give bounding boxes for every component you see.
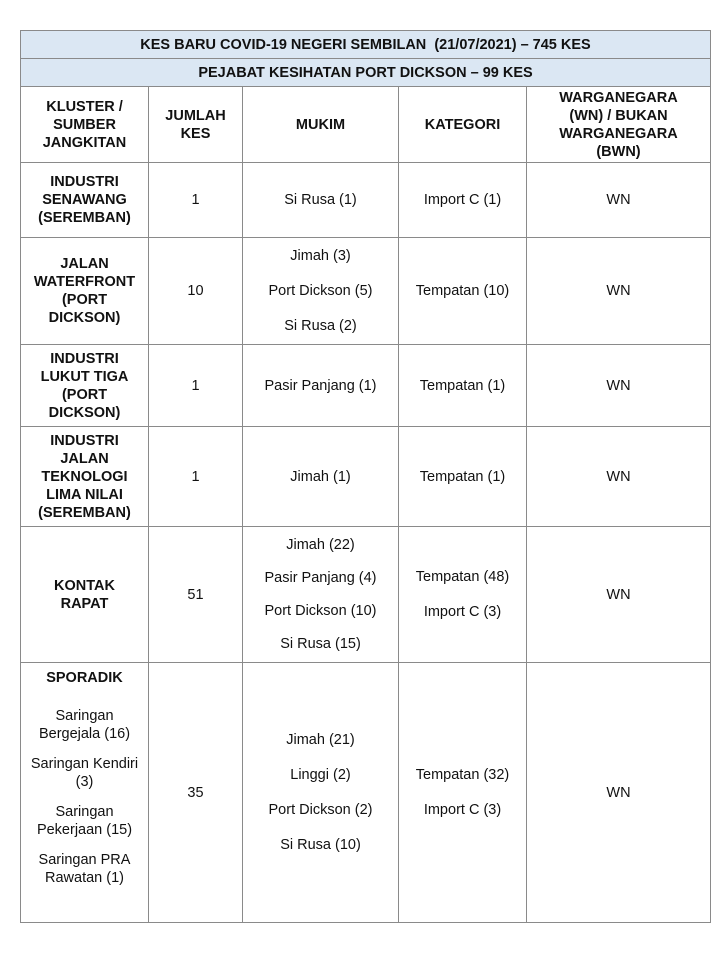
kategori-cell — [399, 427, 527, 527]
wn-cell: WN — [527, 163, 711, 238]
kategori-item: Tempatan (10) — [415, 283, 510, 299]
kategori-item: Import C (1) — [423, 192, 502, 208]
kluster-cell: KONTAK RAPAT — [21, 527, 149, 663]
kategori-cell — [399, 345, 527, 427]
mukim-item: Pasir Panjang (4) — [264, 569, 377, 586]
mukim-item: Jimah (21) — [286, 731, 355, 748]
table-row — [21, 238, 711, 345]
kluster-label: SPORADIK — [46, 670, 123, 686]
kategori-item: Tempatan (32) — [415, 766, 510, 783]
kategori-cell — [399, 527, 527, 663]
jumlah-cell: 35 — [149, 663, 243, 923]
mukim-cell — [243, 427, 399, 527]
table-title: KES BARU COVID-19 NEGERI SEMBILAN (21/07/2021) – 745 KES — [21, 31, 711, 59]
mukim-item: Port Dickson (10) — [264, 602, 377, 619]
kategori-item: Tempatan (1) — [419, 468, 506, 485]
header-mukim: MUKIM — [243, 87, 399, 163]
kategori-cell — [399, 238, 527, 345]
table-row — [21, 427, 711, 527]
sporadik-detail-item: Saringan Pekerjaan (15) — [36, 804, 133, 838]
mukim-item: Port Dickson (5) — [268, 282, 373, 299]
mukim-item: Si Rusa (2) — [284, 317, 357, 334]
jumlah-cell: 1 — [149, 427, 243, 527]
column-header-row — [21, 87, 711, 163]
mukim-cell — [243, 238, 399, 345]
jumlah-cell: 51 — [149, 527, 243, 663]
kategori-item: Tempatan (1) — [419, 377, 506, 394]
header-warganegara: WARGANEGARA (WN) / BUKAN WARGANEGARA (BWN) — [527, 87, 711, 163]
wn-cell: WN — [527, 427, 711, 527]
mukim-cell — [243, 663, 399, 923]
mukim-item: Si Rusa (15) — [280, 635, 361, 652]
jumlah-cell: 1 — [149, 345, 243, 427]
kluster-cell: INDUSTRI JALAN TEKNOLOGI LIMA NILAI (SEREMBAN) — [21, 427, 149, 527]
mukim-item: Linggi (2) — [290, 766, 351, 783]
kategori-item: Import C (3) — [423, 801, 502, 818]
kluster-cell — [21, 663, 149, 923]
table-row — [21, 345, 711, 427]
sporadik-detail-item: Saringan PRA Rawatan (1) — [38, 852, 131, 886]
table-subtitle: PEJABAT KESIHATAN PORT DICKSON – 99 KES — [21, 59, 711, 87]
wn-cell: WN — [527, 238, 711, 345]
header-kluster: KLUSTER / SUMBER JANGKITAN — [21, 87, 149, 163]
header-kategori: KATEGORI — [399, 87, 527, 163]
jumlah-cell: 10 — [149, 238, 243, 345]
mukim-item: Jimah (1) — [290, 468, 351, 485]
table-row — [21, 527, 711, 663]
mukim-cell — [243, 345, 399, 427]
title-row — [21, 31, 711, 59]
mukim-item: Si Rusa (10) — [280, 836, 361, 853]
kluster-cell: INDUSTRI LUKUT TIGA (PORT DICKSON) — [21, 345, 149, 427]
table-row — [21, 663, 711, 923]
mukim-item: Port Dickson (2) — [268, 801, 373, 818]
wn-cell: WN — [527, 663, 711, 923]
subtitle-row — [21, 59, 711, 87]
mukim-item: Jimah (3) — [290, 247, 351, 264]
mukim-item: Si Rusa (1) — [284, 192, 357, 208]
header-jumlah: JUMLAH KES — [149, 87, 243, 163]
mukim-item: Jimah (22) — [286, 536, 355, 553]
sporadik-detail-item: Saringan Kendiri (3) — [30, 756, 139, 790]
table-row — [21, 163, 711, 238]
kategori-cell — [399, 163, 527, 238]
sporadik-detail-list — [29, 707, 140, 887]
wn-cell: WN — [527, 345, 711, 427]
kategori-item: Tempatan (48) — [415, 568, 510, 585]
kluster-cell: INDUSTRI SENAWANG (SEREMBAN) — [21, 163, 149, 238]
mukim-item: Pasir Panjang (1) — [264, 377, 377, 394]
mukim-cell — [243, 527, 399, 663]
sporadik-detail-item: Saringan Bergejala (16) — [38, 708, 131, 742]
kluster-cell: JALAN WATERFRONT (PORT DICKSON) — [21, 238, 149, 345]
wn-cell: WN — [527, 527, 711, 663]
mukim-cell — [243, 163, 399, 238]
jumlah-cell: 1 — [149, 163, 243, 238]
kategori-cell — [399, 663, 527, 923]
covid-case-table — [20, 30, 711, 923]
kategori-item: Import C (3) — [423, 603, 502, 620]
